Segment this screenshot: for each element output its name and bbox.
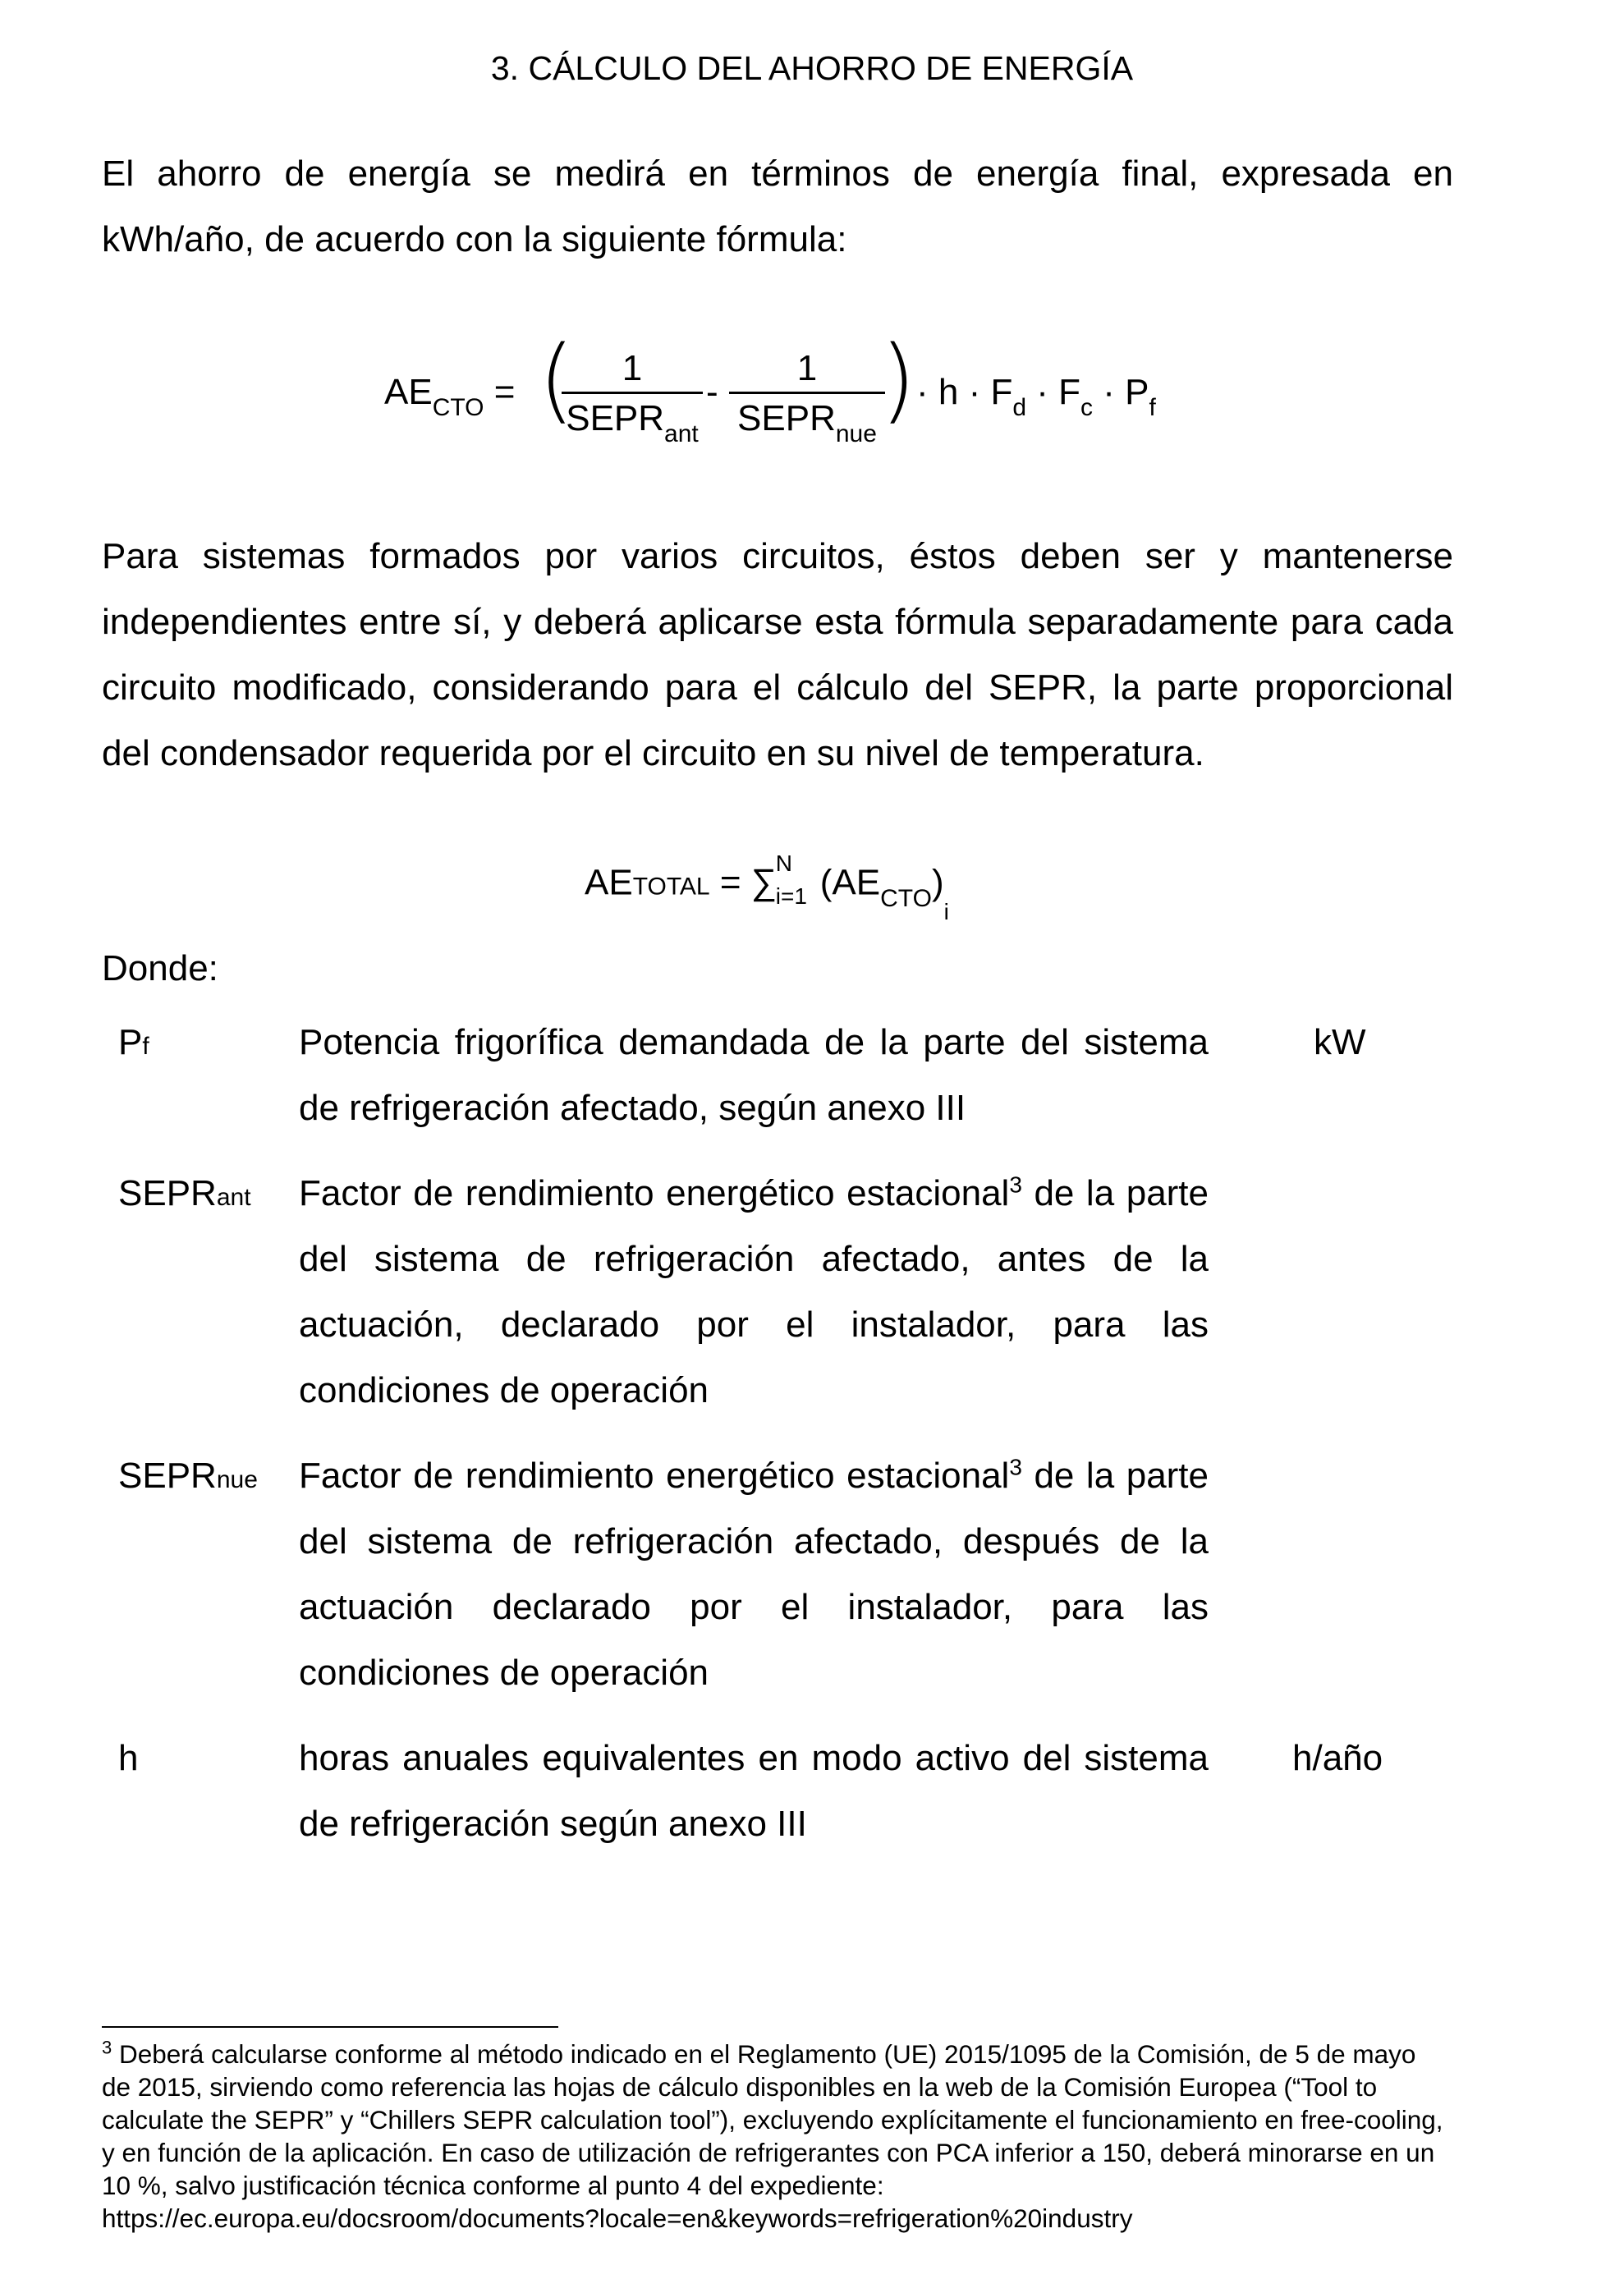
definition-text-sepr-ant: Factor de rendimiento energético estacional$^3$ de la parte del sistema de refrigeración afectado, antes de la actuación, declarado por el instalador, para las condiciones de operación bbox=[299, 1172, 1209, 1410]
intro-paragraph: El ahorro de energía se medirá en términos de energía final, expresada en kWh/año, de acuerdo con la siguiente fórmula: bbox=[102, 154, 1453, 259]
formula-lhs bbox=[384, 372, 516, 421]
formula-rhs: · $h \cdot F_d \cdot F_c \cdot P_f$ bbox=[916, 372, 1156, 421]
summation bbox=[750, 851, 820, 910]
total-term-sub: CTO bbox=[880, 884, 932, 912]
formula-lhs-sub: CTO bbox=[432, 394, 484, 421]
definition-symbol-pf: Pf bbox=[118, 1022, 149, 1062]
formula-minus: - bbox=[706, 372, 718, 412]
fraction-denominator: $SEPR_{nue}$ bbox=[737, 398, 877, 447]
total-saving-formula bbox=[585, 851, 949, 926]
sigma-symbol: ∑ bbox=[750, 862, 778, 902]
footnote-divider bbox=[102, 2026, 558, 2028]
footnote bbox=[102, 2038, 1445, 2235]
footnote-ref: 3 bbox=[1009, 1454, 1022, 1480]
fraction-sepr-nue bbox=[729, 346, 885, 447]
circuits-paragraph: Para sistemas formados por varios circuitos, éstos deben ser y mantenerse independientes entre sí, y deberá aplicarse esta fórmula separadamente para cada circuito modificado, considerando para el cálculo del SEPR, la parte proporcional del condensador requerida por el circuito en su nivel de temperatura. bbox=[102, 536, 1453, 773]
donde-label: Donde: bbox=[102, 948, 218, 988]
total-term: (AE bbox=[819, 862, 881, 903]
formula-equals: = bbox=[493, 372, 516, 412]
definition-text-h: horas anuales equivalentes en modo activo del sistema de refrigeración según anexo III bbox=[299, 1738, 1209, 1844]
total-equals: = bbox=[709, 862, 751, 903]
fraction-numerator: 1 bbox=[796, 348, 818, 388]
footnote-ref: 3 bbox=[1009, 1172, 1022, 1198]
total-index: i bbox=[943, 898, 949, 924]
footnote-url[interactable]: https://ec.europa.eu/docsroom/documents?locale=en&keywords=refrigeration%20industry bbox=[102, 2203, 1133, 2233]
definition-unit-h: h/año bbox=[1292, 1738, 1383, 1778]
sum-upper-limit: N bbox=[775, 851, 793, 876]
formula-paren-close: ) bbox=[880, 327, 916, 433]
definition-text-pf: Potencia frigorífica demandada de la parte del sistema de refrigeración afectado, según anexo III bbox=[299, 1022, 1209, 1128]
sum-lower-limit: i=1 bbox=[775, 883, 807, 909]
total-lhs-sub: TOTAL bbox=[632, 873, 710, 901]
footnote-marker: 3 bbox=[102, 2037, 112, 2058]
total-term-close: ) bbox=[931, 862, 944, 903]
footnote-text: Deberá calcularse conforme al método indicado en el Reglamento (UE) 2015/1095 de la Comisión, de 5 de mayo de 2015, sirviendo como referencia las hojas de cálculo disponibles en la web de la Comisión Europea (“Tool to calculate the SEPR” y “Chillers SEPR calculation tool”), excluyendo explícitamente el funcionamiento en free-cooling, y en función de la aplicación. En caso de utilización de refrigerantes con PCA inferior a 150, deberá minorarse en un 10 %, salvo justificación técnica conforme al punto 4 del expediente: bbox=[102, 2039, 1443, 2200]
definition-symbol-sepr-ant: SEPRant bbox=[118, 1173, 251, 1213]
section-heading: 3. CÁLCULO DEL AHORRO DE ENERGÍA bbox=[490, 49, 1134, 87]
energy-saving-formula bbox=[0, 327, 1624, 488]
definition-unit-pf: kW bbox=[1314, 1022, 1366, 1062]
total-lhs: AE bbox=[585, 862, 633, 903]
definition-symbol-h: h bbox=[118, 1738, 139, 1778]
definition-symbol-sepr-nue: SEPRnue bbox=[118, 1456, 258, 1496]
fraction-sepr-ant bbox=[562, 346, 703, 447]
definition-text-sepr-nue: Factor de rendimiento energético estacional$^3$ de la parte del sistema de refrigeración afectado, después de la actuación declarado por el instalador, para las condiciones de operación bbox=[299, 1454, 1209, 1693]
fraction-denominator: $SEPR_{ant}$ bbox=[566, 398, 699, 447]
formula-lhs-ae: AE bbox=[384, 372, 433, 412]
formula-paren-open: ( bbox=[539, 327, 575, 433]
fraction-numerator: 1 bbox=[622, 348, 643, 388]
